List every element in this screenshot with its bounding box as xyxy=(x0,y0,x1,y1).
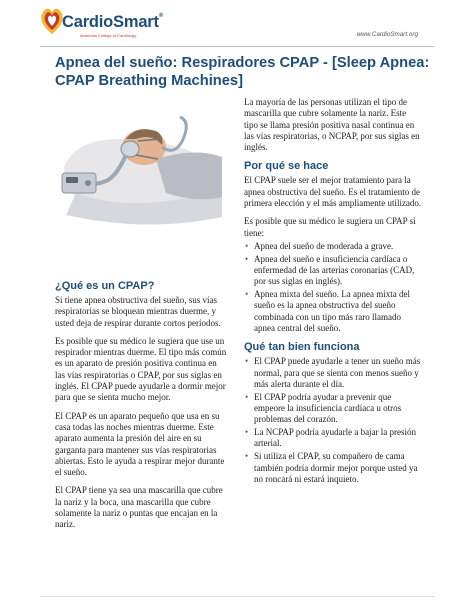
heading-how-well-it-works: Qué tan bien funciona xyxy=(244,341,360,354)
paragraph: Es posible que su médico le sugiera que use un respirador mientras duerme. El tipo más común es un aparato de presión positiva continua en las vías respiratorias o CPAP, por sus siglas en inglés. El CPAP puede ayudarle a dormir mejor para que se sienta mucho mejor. xyxy=(55,335,227,403)
indications-list xyxy=(244,241,422,334)
paragraph: El CPAP tiene ya sea una mascarilla que cubre la nariz y la boca, una mascarilla que cubre solamente la nariz o puntas que encajan en la nariz. xyxy=(55,485,223,530)
logo-wordmark: CardioSmart® xyxy=(62,13,164,31)
list-item: • El CPAP podría ayudar a prevenir que empeore la insuficiencia cardíaca u otros problemas del corazón. xyxy=(244,392,422,426)
heart-logo-icon xyxy=(40,6,64,36)
cpap-illustration-icon xyxy=(56,97,226,237)
right-column xyxy=(244,97,422,492)
paragraph: Es posible que su médico le sugiera un CPAP si tiene: xyxy=(244,216,416,238)
header-divider xyxy=(40,46,434,47)
list-item: • Si utiliza el CPAP, su compañero de cama también podría dormir mejor porque usted ya no roncará ni estará inquieto. xyxy=(244,451,422,485)
heading-what-is-cpap: ¿Qué es un CPAP? xyxy=(55,280,155,292)
benefits-list xyxy=(244,356,422,485)
page-header xyxy=(0,0,474,48)
list-item: • Apnea mixta del sueño. La apnea mixta del sueño es la apnea obstructiva del sueño combinada con un tipo más raro llamado apnea central del sueño. xyxy=(244,289,422,334)
paragraph: El CPAP es un aparato pequeño que usa en su casa todas las noches mientras duerme. Este aparato aumenta la presión del aire en su garganta para mantener sus vías respiratorias abiertas. Esto le ayuda a respirar mejor durante el sueño. xyxy=(55,410,225,478)
list-item: • Apnea del sueño e insuficiencia cardíaca o enfermedad de las arterias coronarias (CAD, por sus siglas en inglés). xyxy=(244,254,422,288)
cardiosmart-logo[interactable] xyxy=(40,6,190,44)
logo-subtitle: American College of Cardiology xyxy=(80,33,137,38)
footer-divider xyxy=(40,596,434,597)
list-item: • Apnea del sueño de moderada a grave. xyxy=(244,241,422,252)
page-title: Apnea del sueño: Respiradores CPAP - [Sleep Apnea: CPAP Breathing Machines] xyxy=(55,55,430,89)
site-url-link[interactable]: www.CardioSmart.org xyxy=(356,31,418,38)
paragraph: El CPAP suele ser el mejor tratamiento para la apnea obstructiva del sueño. Es el tratamiento de primera elección y el más ampliamente utilizado. xyxy=(244,175,422,209)
left-column xyxy=(55,280,227,538)
paragraph: Si tiene apnea obstructiva del sueño, sus vías respiratorias se bloquean mientras duerme, y usted deja de respirar durante cortos períodos. xyxy=(55,295,221,328)
list-item: • La NCPAP podría ayudarle a bajar la presión arterial. xyxy=(244,427,422,450)
list-item: • El CPAP puede ayudarle a tener un sueño más normal, para que se sienta con menos sueño y más alerta durante el día. xyxy=(244,356,422,390)
heading-why-done: Por qué se hace xyxy=(244,160,329,173)
intro-paragraph: La mayoría de las personas utilizan el tipo de mascarilla que cubre solamente la nariz. Este tipo se llama presión positiva nasal continua en las vías respiratorias, o NCPAP, por sus siglas en inglés. xyxy=(244,97,420,153)
